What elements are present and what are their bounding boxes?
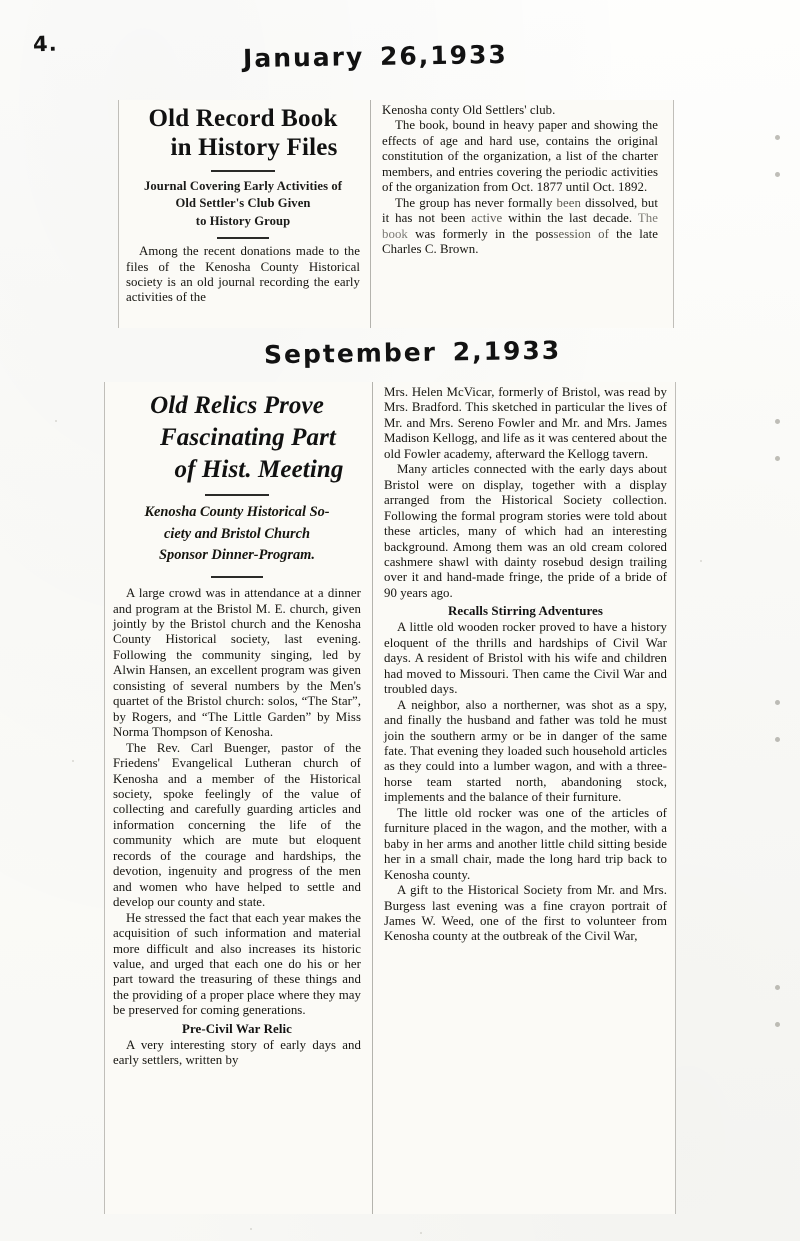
clipping-one-right-column bbox=[370, 100, 666, 328]
clipping-two-left-column bbox=[104, 382, 372, 1214]
paragraph: The book, bound in heavy paper and showing the effects of age and hard use, contains the original constitution of the organization, a list of the charter members, and entries covering the periodic activities of the organization from Oct. 1877 until Oct. 1892. bbox=[382, 118, 658, 195]
text-run: dissolved, but it has not been bbox=[382, 195, 658, 226]
clipping-right-edge bbox=[675, 382, 676, 1214]
headline-line: Old Record Book bbox=[148, 105, 338, 132]
article-one-right-body bbox=[382, 100, 658, 258]
deck-line: Journal Covering Early Activities of bbox=[143, 178, 343, 193]
margin-mark bbox=[775, 419, 780, 424]
deck-divider-rule bbox=[217, 237, 269, 239]
clipping-left-edge bbox=[104, 382, 105, 1214]
clipping-right-edge bbox=[673, 100, 674, 328]
paragraph-faded bbox=[382, 196, 658, 258]
paragraph: A very interesting story of early days and early settlers, written by bbox=[113, 1037, 361, 1068]
scan-speck bbox=[72, 760, 74, 762]
text-run-faded: active bbox=[471, 211, 503, 226]
article-two-right-body bbox=[384, 382, 667, 945]
paragraph: The Rev. Carl Buenger, pastor of the Friedens' Evangelical Lutheran church of Kenosha and a member of the Historical society, spoke feelingly of the value of collecting and carefully guarding articles and information concerning the life of the community which are mute but eloquent records of the courage and hardships, the devotion, ingenuity and progress of the men and women who have helped to settle and develop our county and state. bbox=[113, 740, 361, 910]
text-run-faded: been bbox=[556, 195, 581, 210]
paragraph: A gift to the Historical Society from Mr. and Mrs. Burgess last evening was a fine crayon portrait of James W. Weed, one of the first to volunteer from Kenosha county at the outbreak of the Civil War, bbox=[384, 883, 667, 944]
deck-line: ciety and Bristol Church bbox=[164, 525, 310, 542]
margin-mark bbox=[775, 985, 780, 990]
deck-line: Kenosha County Historical So- bbox=[144, 504, 330, 521]
column-rule bbox=[372, 382, 373, 1214]
headline-line: Fascinating Part bbox=[160, 423, 336, 451]
paragraph: The little old rocker was one of the articles of furniture placed in the wagon, and the mother, with a baby in her arms and another little child sitting beside her in a small chair, made the long hard trip back to Kenosha county. bbox=[384, 805, 667, 882]
paragraph: A neighbor, also a northerner, was shot as a spy, and finally the husband and father was told he must join the southern army or be in danger of the same fate. That evening they loaded such household articles as they could into a lumber wagon, and with a three-horse team started north, abandoning stock, implements and the balance of their furniture. bbox=[384, 697, 667, 805]
margin-mark bbox=[775, 456, 780, 461]
subheading-pre-civil-war-relic: Pre-Civil War Relic bbox=[181, 1021, 292, 1036]
article-one-left-body bbox=[126, 244, 360, 306]
paragraph: A little old wooden rocker proved to have a history eloquent of the thrills and hardships of Civil War days. A resident of Bristol with his wife and children had moved to Missouri. Then came the Civil War and troubled days. bbox=[384, 620, 667, 697]
margin-mark bbox=[775, 1022, 780, 1027]
article-two-headline bbox=[113, 390, 361, 485]
column-rule bbox=[370, 100, 371, 328]
page-number: 4. bbox=[32, 31, 59, 57]
margin-mark bbox=[775, 135, 780, 140]
headline-line: in History Files bbox=[170, 134, 338, 162]
paragraph: A large crowd was in attendance at a dinner and program at the Bristol M. E. church, given jointly by the Bristol church and the Kenosha County Historical society, last evening. Following the community singing, led by Alwin Hansen, an excellent program was given consisting of several numbers by the Men's quartet of the Bristol church: solos, “The Star”, by Rogers, and “The Little Garden” by Miss Norma Thompson of Kenosha. bbox=[113, 586, 361, 740]
subheading-recalls-stirring-adventures: Recalls Stirring Adventures bbox=[448, 604, 603, 619]
paragraph-continuation: Kenosha conty Old Settlers' club. bbox=[382, 103, 556, 117]
headline-divider-rule bbox=[205, 494, 269, 496]
deck-line: Sponsor Dinner-Program. bbox=[159, 547, 315, 564]
scan-speck bbox=[250, 1228, 252, 1230]
margin-mark bbox=[775, 700, 780, 705]
headline-line: Old Relics Prove bbox=[150, 392, 324, 419]
text-run-faded: The book bbox=[382, 211, 659, 241]
text-run: was formerly in the pos bbox=[407, 226, 554, 241]
handwritten-date-january: January 26,1933 bbox=[242, 39, 509, 74]
scan-speck bbox=[700, 560, 702, 562]
text-run: within the last decade. bbox=[502, 211, 638, 226]
paragraph: Among the recent donations made to the files of the Kenosha County Historical society is an old journal recording the early activities of the bbox=[126, 244, 360, 305]
deck-divider-rule bbox=[211, 576, 263, 578]
article-two-left-body bbox=[113, 586, 361, 1069]
scan-speck bbox=[420, 1232, 422, 1234]
paragraph: Many articles connected with the early days about Bristol were on display, together with a display arranged from the Historical Society collection. Following the formal program stories were told about these articles, many of which had an interesting background. Among them was an old cream colored cashmere shawl with dainty rosebud design trailing over it and hand-made fringe, the pride of a bride of 90 years ago. bbox=[384, 462, 667, 600]
clipping-left-edge bbox=[118, 100, 119, 328]
headline-line: of Hist. Meeting bbox=[174, 455, 344, 483]
article-one-deck bbox=[126, 178, 360, 232]
paragraph-continuation: Mrs. Helen McVicar, formerly of Bristol, was read by Mrs. Bradford. This sketched in particular the lives of Mr. and Mrs. Sereno Fowler and Mr. and Mrs. James Madison Kellogg, and life as it was centered about the old Fowler academy, afterward the Kellogg tavern. bbox=[384, 385, 667, 461]
clipping-two-right-column bbox=[372, 382, 676, 1214]
headline-divider-rule bbox=[211, 170, 275, 172]
handwritten-date-september: September 2,1933 bbox=[263, 335, 562, 370]
scan-speck bbox=[55, 420, 57, 422]
deck-line: to History Group bbox=[195, 214, 291, 229]
newspaper-clipping-two bbox=[104, 382, 676, 1214]
text-run-faded: session of bbox=[553, 226, 609, 241]
article-one-headline bbox=[126, 104, 360, 163]
margin-mark bbox=[775, 172, 780, 177]
paragraph: He stressed the fact that each year makes the acquisition of such information and material more difficult and also increases its historic value, and urged that each one do his or her part toward the treasuring of these things and the providing of a proper place where they may be preserved for coming generations. bbox=[113, 910, 361, 1018]
clipping-one-left-column bbox=[118, 100, 370, 328]
text-run: The group has never formally bbox=[395, 195, 557, 210]
margin-mark bbox=[775, 737, 780, 742]
deck-line: Old Settler's Club Given bbox=[175, 196, 311, 211]
newspaper-clipping-one bbox=[118, 100, 674, 328]
text-run: the late Charles C. Brown. bbox=[382, 226, 658, 257]
article-two-deck bbox=[113, 502, 361, 567]
